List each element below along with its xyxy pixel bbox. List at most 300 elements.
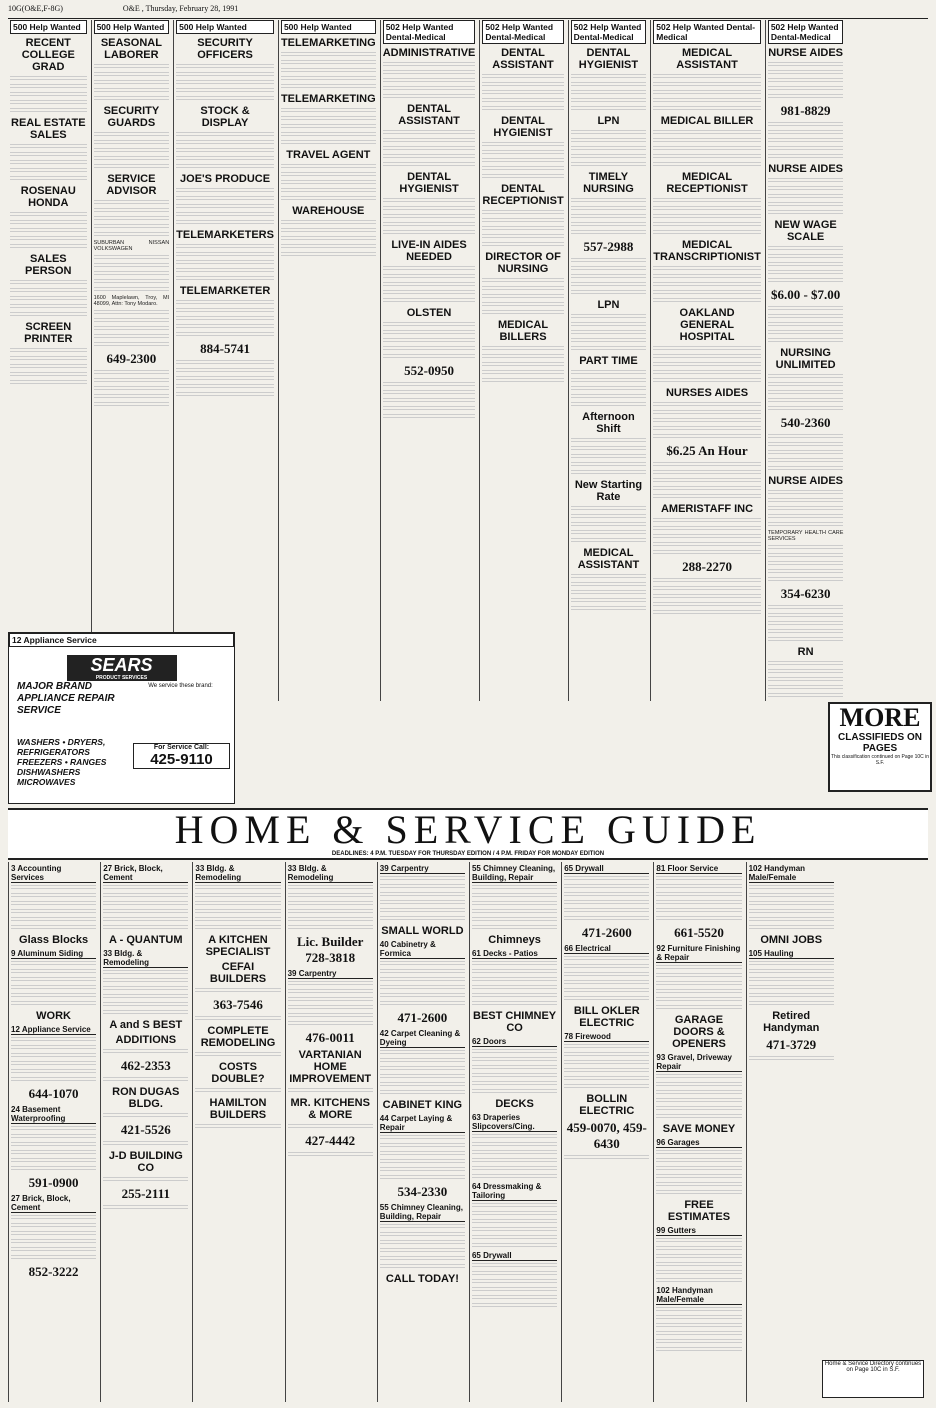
fine-print <box>472 1271 557 1277</box>
fine-print <box>383 86 476 92</box>
fine-print <box>768 561 844 567</box>
service-heading: 39 Carpentry <box>288 969 373 979</box>
fine-print <box>656 1082 741 1088</box>
service-ad-text: 476-0011 <box>305 1030 355 1045</box>
help-column <box>278 20 378 701</box>
ad-text: $6.25 An Hour <box>666 443 748 458</box>
service-heading: 93 Gravel, Driveway Repair <box>656 1053 741 1072</box>
fine-print <box>656 1347 741 1353</box>
column-heading: 502 Help Wanted Dental-Medical <box>768 20 844 44</box>
fine-print <box>564 884 649 890</box>
fine-print <box>176 360 274 366</box>
fine-print <box>472 1235 557 1241</box>
help-column <box>479 20 565 701</box>
service-heading: 9 Aluminum Siding <box>11 949 96 959</box>
fine-print <box>768 262 844 268</box>
masthead <box>8 4 928 19</box>
fine-print <box>472 1049 557 1055</box>
fine-print <box>380 876 465 882</box>
fine-print <box>94 132 170 138</box>
fine-print <box>653 298 761 304</box>
fine-print <box>653 370 761 376</box>
fine-print <box>768 434 844 440</box>
fine-print <box>380 1151 465 1157</box>
service-column <box>561 862 651 1402</box>
fine-print <box>571 402 647 408</box>
ad-text: 552-0950 <box>404 363 454 378</box>
fine-print <box>472 917 557 923</box>
fine-print <box>768 210 844 216</box>
fine-print <box>768 522 844 528</box>
fine-print <box>656 1150 741 1156</box>
fine-print <box>653 282 761 288</box>
fine-print <box>281 220 376 226</box>
fine-print <box>103 1141 188 1147</box>
fine-print <box>176 212 274 218</box>
ad-text: REAL ESTATE SALES <box>11 117 86 141</box>
fine-print <box>176 204 274 210</box>
ad-text: 884-5741 <box>200 341 250 356</box>
fine-print <box>10 76 87 82</box>
fine-print <box>380 961 465 967</box>
fine-print <box>768 202 844 208</box>
fine-print <box>564 1052 649 1058</box>
fine-print <box>176 300 274 306</box>
fine-print <box>176 384 274 390</box>
ad-text: OLSTEN <box>406 307 452 319</box>
fine-print <box>94 80 170 86</box>
service-heading: 64 Dressmaking & Tailoring <box>472 1182 557 1201</box>
fine-print <box>768 450 844 456</box>
fine-print <box>10 220 87 226</box>
fine-print <box>383 298 476 304</box>
fine-print <box>472 1166 557 1172</box>
fine-print <box>571 574 647 580</box>
service-heading: 40 Cabinetry & Formica <box>380 940 465 959</box>
fine-print <box>768 545 844 551</box>
fine-print <box>288 901 373 907</box>
service-guide-section <box>8 862 928 1402</box>
fine-print <box>383 290 476 296</box>
service-heading: 33 Bldg. & Remodeling <box>288 864 373 883</box>
fine-print <box>571 370 647 376</box>
service-heading: 99 Gutters <box>656 1226 741 1236</box>
fine-print <box>103 901 188 907</box>
help-column <box>8 20 89 701</box>
help-column <box>568 20 649 701</box>
fine-print <box>653 550 761 556</box>
fine-print <box>571 222 647 228</box>
ad-text: NURSE AIDES <box>768 47 843 59</box>
fine-print <box>472 1089 557 1095</box>
fine-print <box>571 230 647 236</box>
fine-print <box>653 290 761 296</box>
service-heading: 66 Electrical <box>564 944 649 954</box>
fine-print <box>482 302 563 308</box>
fine-print <box>571 282 647 288</box>
fine-print <box>656 1254 741 1260</box>
fine-print <box>11 1126 96 1132</box>
service-column <box>285 862 375 1402</box>
fine-print <box>653 154 761 160</box>
fine-print <box>768 194 844 200</box>
fine-print <box>653 82 761 88</box>
fine-print <box>11 885 96 891</box>
service-heading: 12 Appliance Service <box>11 1025 96 1035</box>
fine-print <box>281 52 376 58</box>
fine-print <box>472 1203 557 1209</box>
ad-text: MEDICAL ASSISTANT <box>577 547 640 571</box>
fine-print <box>281 68 376 74</box>
fine-print <box>653 162 761 168</box>
fine-print <box>176 368 274 374</box>
ad-text: DENTAL HYGIENIST <box>399 171 459 195</box>
sears-logo-sub: PRODUCT SERVICES <box>95 675 148 681</box>
fine-print <box>195 893 280 899</box>
fine-print <box>94 342 170 348</box>
fine-print <box>656 1262 741 1268</box>
fine-print <box>11 1166 96 1172</box>
fine-print <box>653 494 761 500</box>
fine-print <box>380 1074 465 1080</box>
fine-print <box>11 993 96 999</box>
ad-text: Afternoon Shift <box>582 411 635 435</box>
fine-print <box>571 394 647 400</box>
fine-print <box>281 244 376 250</box>
fine-print <box>482 158 563 164</box>
fine-print <box>656 892 741 898</box>
fine-print <box>380 884 465 890</box>
fine-print <box>749 985 834 991</box>
fine-print <box>176 252 274 258</box>
fine-print <box>768 685 844 691</box>
fine-print <box>281 60 376 66</box>
fine-print <box>383 154 476 160</box>
fine-print <box>11 925 96 931</box>
service-ad-text: 591-0900 <box>28 1175 79 1190</box>
fine-print <box>571 446 647 452</box>
fine-print <box>380 1001 465 1007</box>
fine-print <box>482 90 563 96</box>
fine-print <box>482 150 563 156</box>
fine-print <box>653 418 761 424</box>
fine-print <box>11 985 96 991</box>
fine-print <box>10 296 87 302</box>
fine-print <box>653 106 761 112</box>
fine-print <box>383 162 476 168</box>
fine-print <box>176 72 274 78</box>
service-ad-text: OMNI JOBS <box>760 934 823 946</box>
fine-print <box>94 378 170 384</box>
fine-print <box>656 997 741 1003</box>
fine-print <box>281 228 376 234</box>
fine-print <box>380 1232 465 1238</box>
fine-print <box>768 322 844 328</box>
fine-print <box>176 308 274 314</box>
fine-print <box>653 378 761 384</box>
fine-print <box>10 152 87 158</box>
fine-print <box>472 1303 557 1309</box>
ad-text: LPN <box>597 299 620 311</box>
fine-print <box>281 132 376 138</box>
service-ad-text: 459-0070, 459-6430 <box>566 1120 647 1151</box>
fine-print <box>195 917 280 923</box>
newspaper-page <box>8 4 928 1402</box>
fine-print <box>472 909 557 915</box>
fine-print <box>482 346 563 352</box>
fine-print <box>768 390 844 396</box>
continued-note: Home & Service Directory continues on Page 10C in S.F. <box>822 1360 924 1398</box>
service-heading: 61 Decks - Patios <box>472 949 557 959</box>
service-heading: 65 Drywall <box>472 1251 557 1261</box>
fine-print <box>653 198 761 204</box>
fine-print <box>749 993 834 999</box>
service-ad-text: Retired Handyman <box>763 1010 820 1034</box>
fine-print <box>11 1061 96 1067</box>
fine-print <box>768 613 844 619</box>
fine-print <box>656 1270 741 1276</box>
fine-print <box>571 106 647 112</box>
fine-print <box>11 1142 96 1148</box>
ad-text: TELEMARKETER <box>179 285 271 297</box>
fine-print <box>383 414 476 420</box>
fine-print <box>383 322 476 328</box>
fine-print <box>195 988 280 994</box>
fine-print <box>564 996 649 1002</box>
fine-print <box>656 1323 741 1329</box>
service-ad-text: WORK <box>36 1010 71 1022</box>
ad-text: TELEMARKETING <box>280 37 376 49</box>
fine-print <box>11 917 96 923</box>
fine-print <box>653 206 761 212</box>
fine-print <box>10 356 87 362</box>
fine-print <box>768 278 844 284</box>
fine-print <box>768 661 844 667</box>
fine-print <box>768 621 844 627</box>
fine-print <box>653 470 761 476</box>
fine-print <box>571 314 647 320</box>
service-ad-text: 534-2330 <box>397 1184 448 1199</box>
fine-print <box>195 1052 280 1058</box>
fine-print <box>281 116 376 122</box>
fine-print <box>380 977 465 983</box>
fine-print <box>10 176 87 182</box>
ad-text: TEMPORARY HEALTH CARE SERVICES <box>767 530 844 542</box>
fine-print <box>11 969 96 975</box>
fine-print <box>11 1001 96 1007</box>
service-ad-text: Lic. Builder 728-3818 <box>296 934 364 965</box>
fine-print <box>10 244 87 250</box>
service-column <box>100 862 190 1402</box>
ad-text: RN <box>797 646 814 658</box>
fine-print <box>653 138 761 144</box>
sears-phone: 425-9110 <box>150 751 213 768</box>
fine-print <box>656 973 741 979</box>
fine-print <box>482 74 563 80</box>
fine-print <box>176 88 274 94</box>
fine-print <box>571 506 647 512</box>
service-heading: 62 Doors <box>472 1037 557 1047</box>
service-column <box>8 862 98 1402</box>
fine-print <box>768 122 844 128</box>
service-ad-text: 661-5520 <box>674 925 724 940</box>
fine-print <box>288 893 373 899</box>
fine-print <box>11 1223 96 1229</box>
fine-print <box>749 961 834 967</box>
more-sub: CLASSIFIEDS ON PAGES <box>838 732 922 754</box>
ad-text: SUBURBAN NISSAN VOLKSWAGEN <box>93 240 170 252</box>
fine-print <box>94 271 170 277</box>
fine-print <box>482 370 563 376</box>
fine-print <box>653 402 761 408</box>
fine-print <box>94 334 170 340</box>
fine-print <box>749 925 834 931</box>
fine-print <box>281 140 376 146</box>
fine-print <box>768 629 844 635</box>
fine-print <box>281 180 376 186</box>
fine-print <box>472 1158 557 1164</box>
column-heading: 502 Help Wanted Dental-Medical <box>571 20 647 44</box>
sears-logo-text: SEARS <box>90 655 153 675</box>
ad-text: DENTAL HYGIENIST <box>578 47 639 71</box>
fine-print <box>11 1069 96 1075</box>
fine-print <box>571 98 647 104</box>
help-column <box>765 20 846 701</box>
fine-print <box>103 986 188 992</box>
column-heading: 502 Help Wanted Dental-Medical <box>383 20 476 44</box>
fine-print <box>571 538 647 544</box>
fine-print <box>571 378 647 384</box>
fine-print <box>656 989 741 995</box>
ad-text: TELEMARKETERS <box>176 229 274 241</box>
fine-print <box>482 354 563 360</box>
fine-print <box>768 254 844 260</box>
ad-text: 1600 Maplelawn, Troy, MI 48099, Attn: Tony Modaro. <box>93 295 170 307</box>
fine-print <box>768 506 844 512</box>
fine-print <box>472 1263 557 1269</box>
fine-print <box>383 206 476 212</box>
fine-print <box>656 1246 741 1252</box>
fine-print <box>482 234 563 240</box>
fine-print <box>10 348 87 354</box>
fine-print <box>472 1227 557 1233</box>
more-title: MORE <box>839 703 921 732</box>
fine-print <box>768 186 844 192</box>
column-heading: 502 Help Wanted Dental-Medical <box>482 20 563 44</box>
fine-print <box>571 206 647 212</box>
fine-print <box>571 346 647 352</box>
fine-print <box>768 553 844 559</box>
fine-print <box>656 981 741 987</box>
ad-text: NEW WAGE SCALE <box>774 219 837 243</box>
fine-print <box>571 462 647 468</box>
fine-print <box>103 1049 188 1055</box>
fine-print <box>11 1158 96 1164</box>
fine-print <box>383 130 476 136</box>
fine-print <box>571 582 647 588</box>
fine-print <box>564 1076 649 1082</box>
fine-print <box>288 1021 373 1027</box>
fine-print <box>564 980 649 986</box>
fine-print <box>571 130 647 136</box>
fine-print <box>288 989 373 995</box>
fine-print <box>103 1077 188 1083</box>
fine-print <box>564 916 649 922</box>
service-ad-text: 462-2353 <box>120 1058 171 1073</box>
ad-text: ROSENAU HONDA <box>20 185 76 209</box>
service-ad-text: 363-7546 <box>213 997 263 1012</box>
fine-print <box>482 242 563 248</box>
fine-print <box>380 1143 465 1149</box>
fine-print <box>383 198 476 204</box>
fine-print <box>571 198 647 204</box>
fine-print <box>176 64 274 70</box>
fine-print <box>472 1150 557 1156</box>
fine-print <box>11 1247 96 1253</box>
service-ad-text: GARAGE DOORS & OPENERS <box>672 1014 726 1050</box>
fine-print <box>749 1056 834 1062</box>
fine-print <box>383 266 476 272</box>
fine-print <box>472 901 557 907</box>
fine-print <box>571 522 647 528</box>
fine-print <box>564 1155 649 1161</box>
fine-print <box>380 1050 465 1056</box>
fine-print <box>571 438 647 444</box>
fine-print <box>653 586 761 592</box>
fine-print <box>482 142 563 148</box>
fine-print <box>195 885 280 891</box>
ad-text: NURSE AIDES <box>768 163 843 175</box>
fine-print <box>176 392 274 398</box>
fine-print <box>571 258 647 264</box>
fine-print <box>653 578 761 584</box>
fine-print <box>571 470 647 476</box>
fine-print <box>472 985 557 991</box>
fine-print <box>653 346 761 352</box>
fine-print <box>571 598 647 604</box>
more-classifieds-box <box>828 702 932 792</box>
fine-print <box>103 1113 188 1119</box>
fine-print <box>768 669 844 675</box>
sears-service-note: We service these brand: <box>148 683 213 689</box>
fine-print <box>195 901 280 907</box>
fine-print <box>749 977 834 983</box>
fine-print <box>281 124 376 130</box>
sears-call-box <box>133 743 230 769</box>
fine-print <box>472 885 557 891</box>
fine-print <box>383 346 476 352</box>
help-column <box>650 20 763 701</box>
fine-print <box>10 144 87 150</box>
service-ad-text: RON DUGAS BLDG. <box>112 1086 180 1110</box>
fine-print <box>11 1053 96 1059</box>
fine-print <box>383 138 476 144</box>
fine-print <box>383 382 476 388</box>
fine-print <box>103 917 188 923</box>
fine-print <box>749 1001 834 1007</box>
fine-print <box>564 988 649 994</box>
fine-print <box>176 156 274 162</box>
fine-print <box>653 434 761 440</box>
ad-text: NURSING UNLIMITED <box>775 347 836 371</box>
service-ad-text: BOLLIN ELECTRIC <box>579 1093 635 1117</box>
fine-print <box>103 893 188 899</box>
fine-print <box>768 406 844 412</box>
fine-print <box>11 1045 96 1051</box>
fine-print <box>768 154 844 160</box>
fine-print <box>10 108 87 114</box>
fine-print <box>288 997 373 1003</box>
